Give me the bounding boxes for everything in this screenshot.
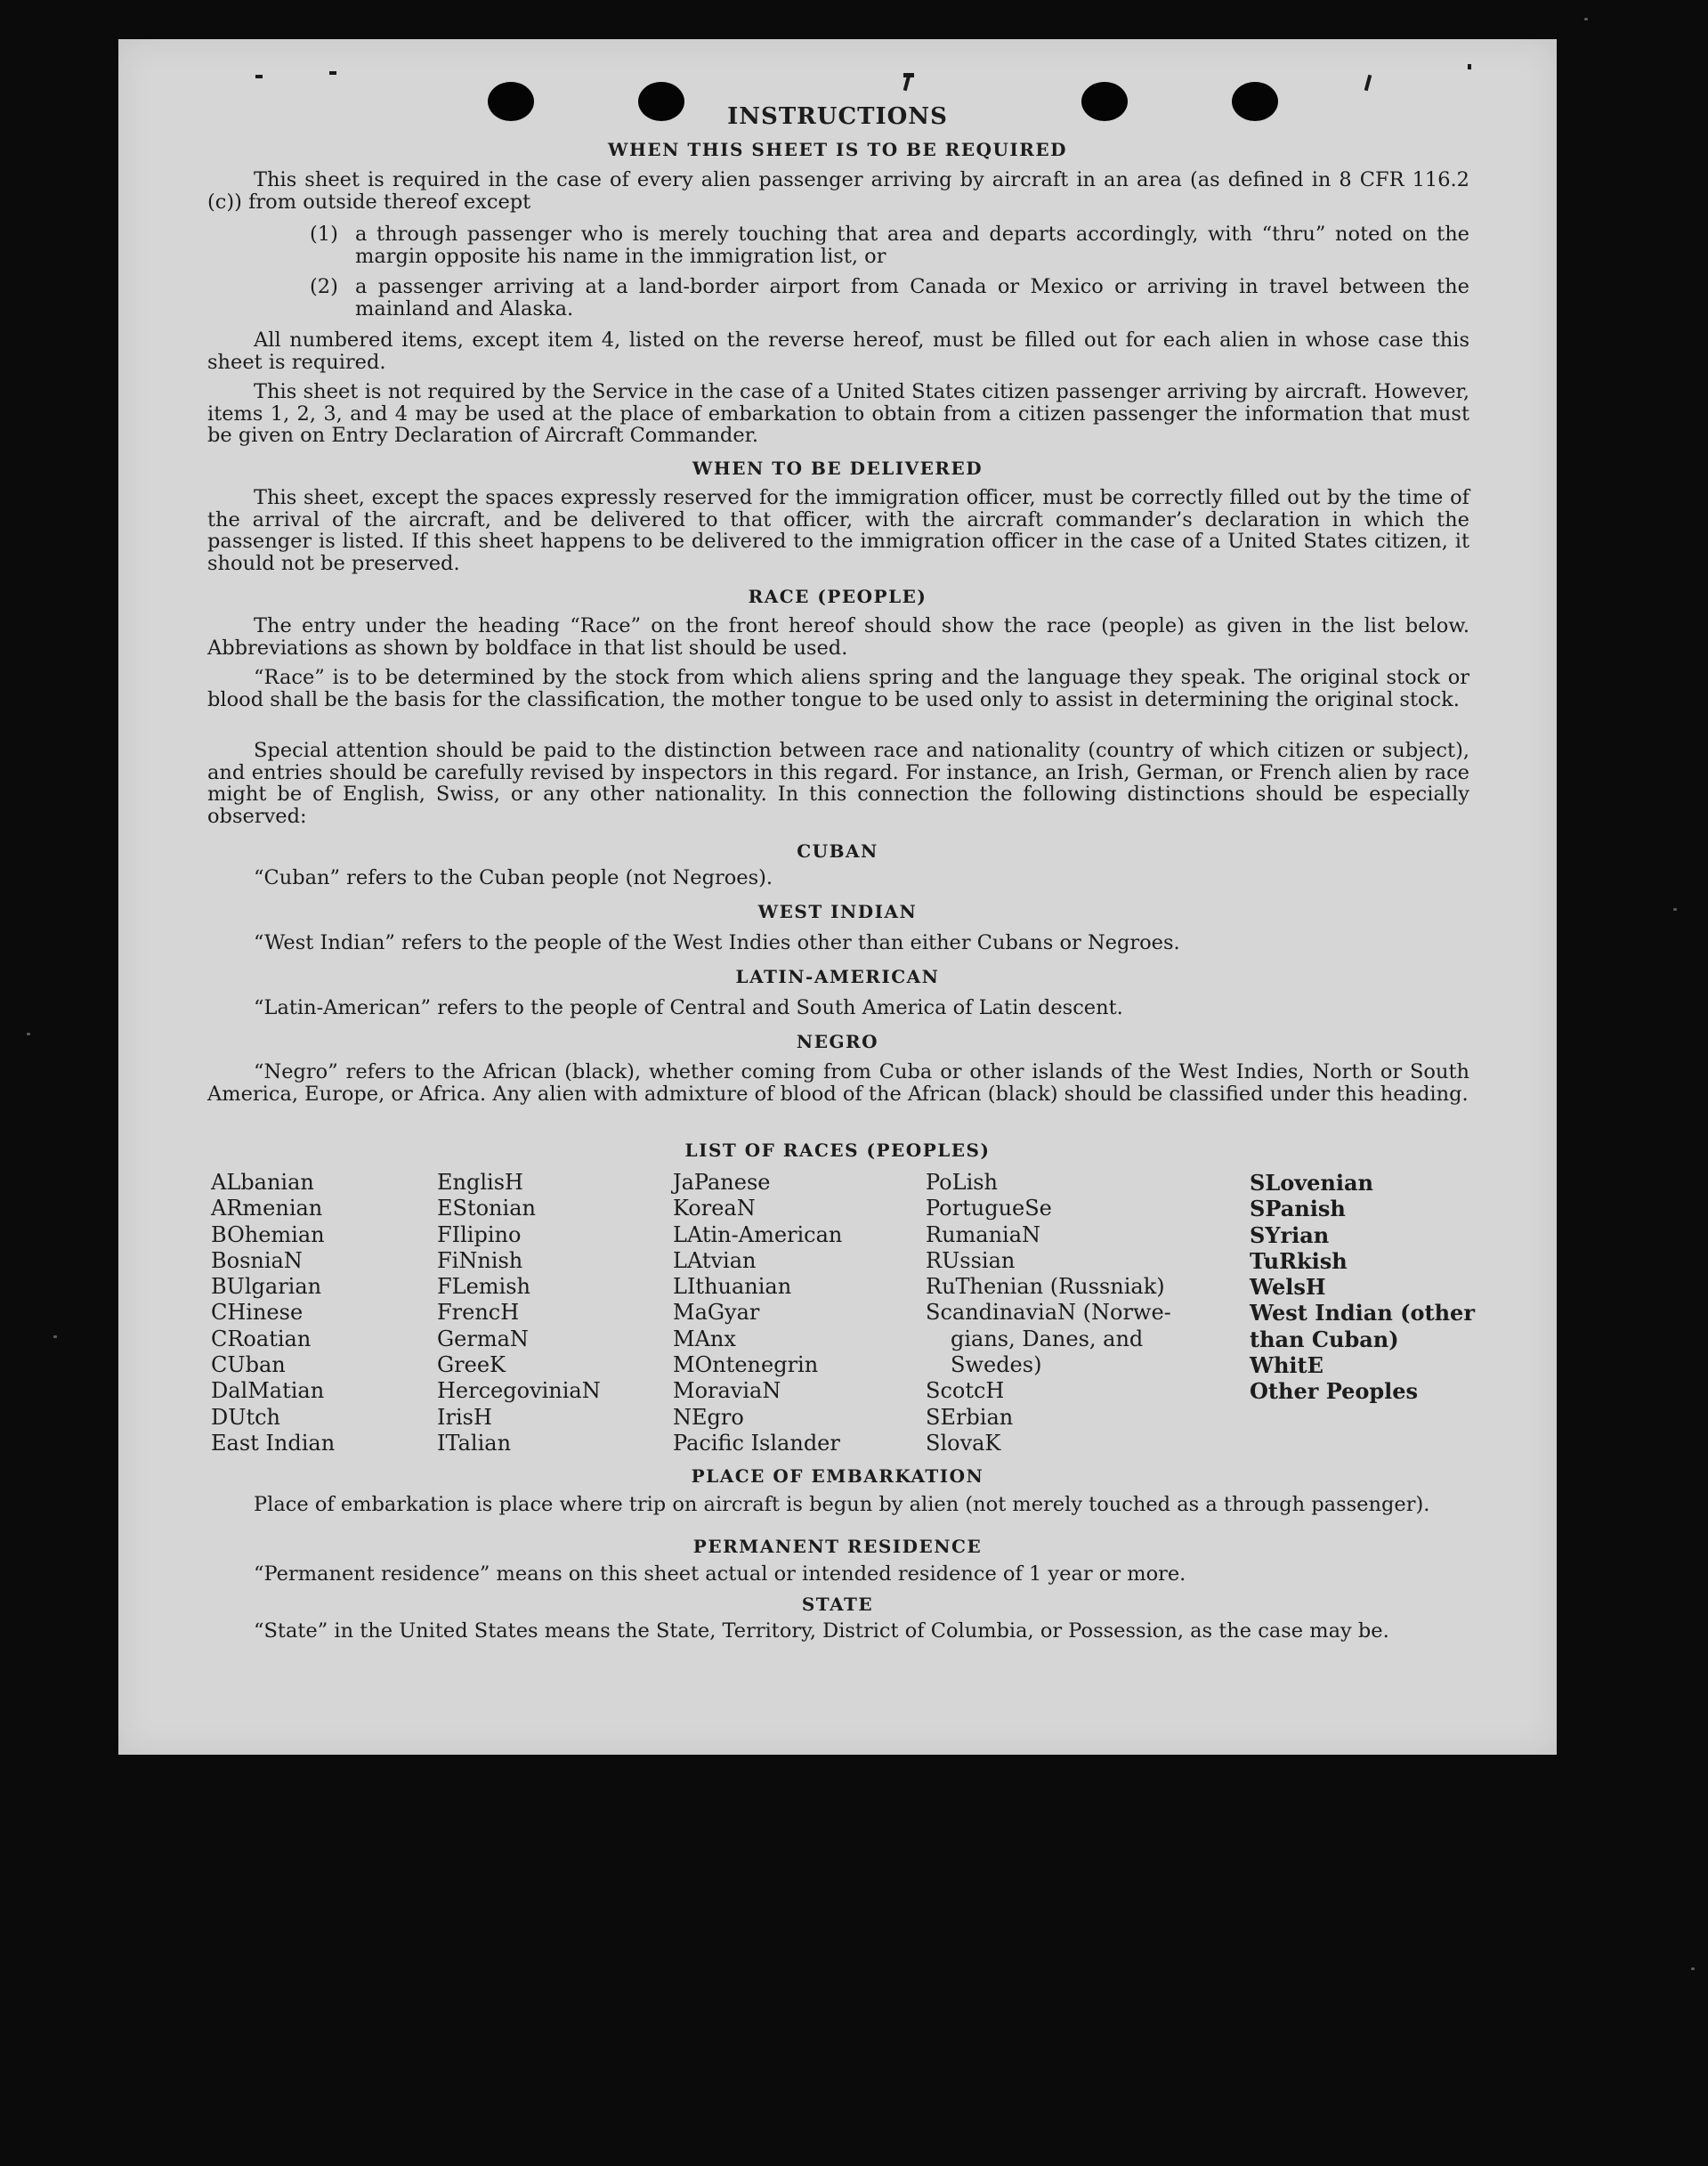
paragraph-permanent-residence: “Permanent residence” means on this sheet actual or intended residence of 1 year or more.: [254, 1562, 1186, 1586]
heading-latin-american: LATIN-AMERICAN: [735, 966, 940, 987]
paragraph-when-delivered: This sheet, except the spaces expressly reserved for the immigration officer, must be correctly filled out by the time of the arrival of the aircraft, and be delivered to that officer, with the aircraft commander’s declaration in which the passenger is listed. If this sheet happens to be delivered to the immigration officer in the case of a United States citizen, it should not be preserved.: [207, 486, 1469, 575]
race-entry: EnglisH: [437, 1170, 523, 1195]
race-entry: RumaniaN: [926, 1221, 1041, 1247]
races-column-1: [211, 1170, 335, 1456]
race-entry: FiNnish: [437, 1247, 523, 1273]
race-entry: IrisH: [437, 1404, 492, 1430]
race-entry: JaPanese: [673, 1170, 771, 1195]
races-column-3: [673, 1170, 842, 1456]
document-page: [118, 39, 1557, 1755]
race-entry: LAtvian: [673, 1247, 757, 1273]
race-entry: WhitE: [1250, 1352, 1323, 1379]
race-entry: PortugueSe: [926, 1196, 1052, 1221]
list-item: [310, 276, 1469, 320]
race-entry: gians, Danes, and: [951, 1326, 1144, 1351]
paragraph-race-3: Special attention should be paid to the distinction between race and nationality (country of which citizen or subject), and entries should be carefully revised by inspectors in this regard. For instance, an Irish, German, or French alien by race might be of English, Swiss, or any other nationality. In this connection the following distinctions should be especially observed:: [207, 739, 1469, 828]
list-item: [310, 223, 1469, 267]
heading-negro: NEGRO: [796, 1031, 879, 1052]
staple-mark: [1364, 75, 1372, 91]
race-entry: West Indian (other: [1250, 1300, 1475, 1326]
list-item-text: a passenger arriving at a land-border airport from Canada or Mexico or arriving in travel between the mainland and Alaska.: [355, 275, 1469, 320]
race-entry: MoraviaN: [673, 1378, 781, 1404]
race-entry: TuRkish: [1250, 1247, 1348, 1274]
race-entry: CHinese: [211, 1300, 304, 1326]
races-column-2: [437, 1170, 601, 1456]
race-entry: ALbanian: [211, 1170, 314, 1195]
film-speck: [1691, 1967, 1695, 1970]
race-entry: SYrian: [1250, 1221, 1330, 1248]
race-entry: ScotcH: [926, 1378, 1005, 1404]
paragraph-place-of-embarkation: Place of embarkation is place where trip on aircraft is begun by alien (not merely touched as a through passenger).: [254, 1493, 1430, 1516]
race-entry: FrencH: [437, 1300, 520, 1326]
heading-when-required: WHEN THIS SHEET IS TO BE REQUIRED: [608, 139, 1067, 160]
list-item-number: (1): [310, 223, 338, 246]
heading-when-delivered: WHEN TO BE DELIVERED: [692, 458, 984, 479]
race-entry: ARmenian: [211, 1196, 323, 1221]
race-entry: LIthuanian: [673, 1274, 792, 1300]
film-speck: [27, 1033, 30, 1035]
race-entry: RUssian: [926, 1247, 1016, 1273]
paragraph-race-1: The entry under the heading “Race” on the front hereof should show the race (people) as given in the list below. Abbreviations as shown by boldface in that list should be used.: [207, 614, 1469, 660]
race-entry: Other Peoples: [1250, 1378, 1419, 1405]
race-entry: FIlipino: [437, 1221, 522, 1247]
paragraph-race-2: “Race” is to be determined by the stock from which aliens spring and the language they speak. The original stock or blood shall be the basis for the classification, the mother tongue to be used only to assist in determining the original stock.: [207, 666, 1469, 711]
race-entry: SLovenian: [1250, 1170, 1373, 1196]
race-entry: WelsH: [1250, 1274, 1326, 1301]
race-entry: MOntenegrin: [673, 1352, 819, 1378]
race-entry: CUban: [211, 1352, 286, 1378]
paragraph-numbered-items: All numbered items, except item 4, listed on the reverse hereof, must be filled out for each alien in whose case this sheet is required.: [207, 329, 1469, 374]
paragraph-negro: “Negro” refers to the African (black), whether coming from Cuba or other islands of the West Indies, North or South America, Europe, or Africa. Any alien with admixture of blood of the African (black) should be classified under this heading.: [207, 1060, 1469, 1106]
list-item-text: a through passenger who is merely touching that area and departs accordingly, with “thru” noted on the margin opposite his name in the immigration list, or: [355, 223, 1469, 268]
staple-mark: [329, 71, 336, 75]
race-entry: than Cuban): [1250, 1326, 1399, 1352]
film-speck: [53, 1335, 57, 1338]
race-entry: ITalian: [437, 1430, 512, 1456]
race-entry: FLemish: [437, 1274, 530, 1300]
paragraph-state: “State” in the United States means the State, Territory, District of Columbia, or Possession, as the case may be.: [254, 1619, 1389, 1643]
paragraph-when-required-intro: This sheet is required in the case of every alien passenger arriving by aircraft in an area (as defined in 8 CFR 116.2 (c)) from outside thereof except: [207, 168, 1469, 214]
race-entry: MAnx: [673, 1326, 736, 1351]
race-entry: NEgro: [673, 1404, 744, 1430]
paragraph-latin-american: “Latin-American” refers to the people of Central and South America of Latin descent.: [254, 996, 1123, 1019]
race-entry: CRoatian: [211, 1326, 312, 1351]
race-entry: LAtin-American: [673, 1221, 843, 1247]
race-entry: HercegoviniaN: [437, 1378, 601, 1404]
staple-mark: [1468, 64, 1471, 69]
film-speck: [1673, 908, 1677, 911]
race-entry: KoreaN: [673, 1196, 756, 1221]
staple-mark: [255, 75, 263, 78]
heading-place-of-embarkation: PLACE OF EMBARKATION: [691, 1465, 984, 1487]
race-entry: East Indian: [211, 1430, 336, 1456]
page-title: INSTRUCTIONS: [727, 103, 948, 130]
heading-cuban: CUBAN: [797, 840, 878, 862]
race-entry: SErbian: [926, 1404, 1014, 1430]
paragraph-cuban: “Cuban” refers to the Cuban people (not Negroes).: [254, 866, 773, 889]
film-speck: [1584, 18, 1588, 20]
races-column-4: [926, 1170, 1171, 1456]
race-entry: MaGyar: [673, 1300, 760, 1326]
race-entry: PoLish: [926, 1170, 999, 1195]
heading-state: STATE: [801, 1594, 874, 1615]
race-entry: Swedes): [951, 1352, 1042, 1378]
race-entry: ScandinaviaN (Norwe-: [926, 1300, 1171, 1326]
heading-permanent-residence: PERMANENT RESIDENCE: [692, 1536, 983, 1557]
race-entry: EStonian: [437, 1196, 536, 1221]
race-entry: DalMatian: [211, 1378, 325, 1404]
list-item-number: (2): [310, 275, 338, 298]
race-entry: DUtch: [211, 1404, 281, 1430]
race-entry: Pacific Islander: [673, 1430, 840, 1456]
race-entry: SPanish: [1250, 1196, 1346, 1222]
paragraph-west-indian: “West Indian” refers to the people of the West Indies other than either Cubans or Negroes.: [254, 931, 1180, 954]
heading-list-of-races: LIST OF RACES (PEOPLES): [684, 1140, 991, 1161]
race-entry: BOhemian: [211, 1221, 325, 1247]
heading-race: RACE (PEOPLE): [748, 586, 927, 607]
paragraph-citizen-exception: This sheet is not required by the Service in the case of a United States citizen passenger arriving by aircraft. However, items 1, 2, 3, and 4 may be used at the place of embarkation to obtain from a citizen passenger the information that must be given on Entry Declaration of Aircraft Commander.: [207, 380, 1469, 447]
race-entry: BosniaN: [211, 1247, 303, 1273]
race-entry: GreeK: [437, 1352, 506, 1378]
race-entry: GermaN: [437, 1326, 529, 1351]
race-entry: RuThenian (Russniak): [926, 1274, 1165, 1300]
race-entry: BUlgarian: [211, 1274, 322, 1300]
heading-west-indian: WEST INDIAN: [757, 901, 918, 922]
races-column-5: [1250, 1170, 1475, 1405]
race-entry: SlovaK: [926, 1430, 1001, 1456]
staple-mark: [903, 73, 914, 77]
